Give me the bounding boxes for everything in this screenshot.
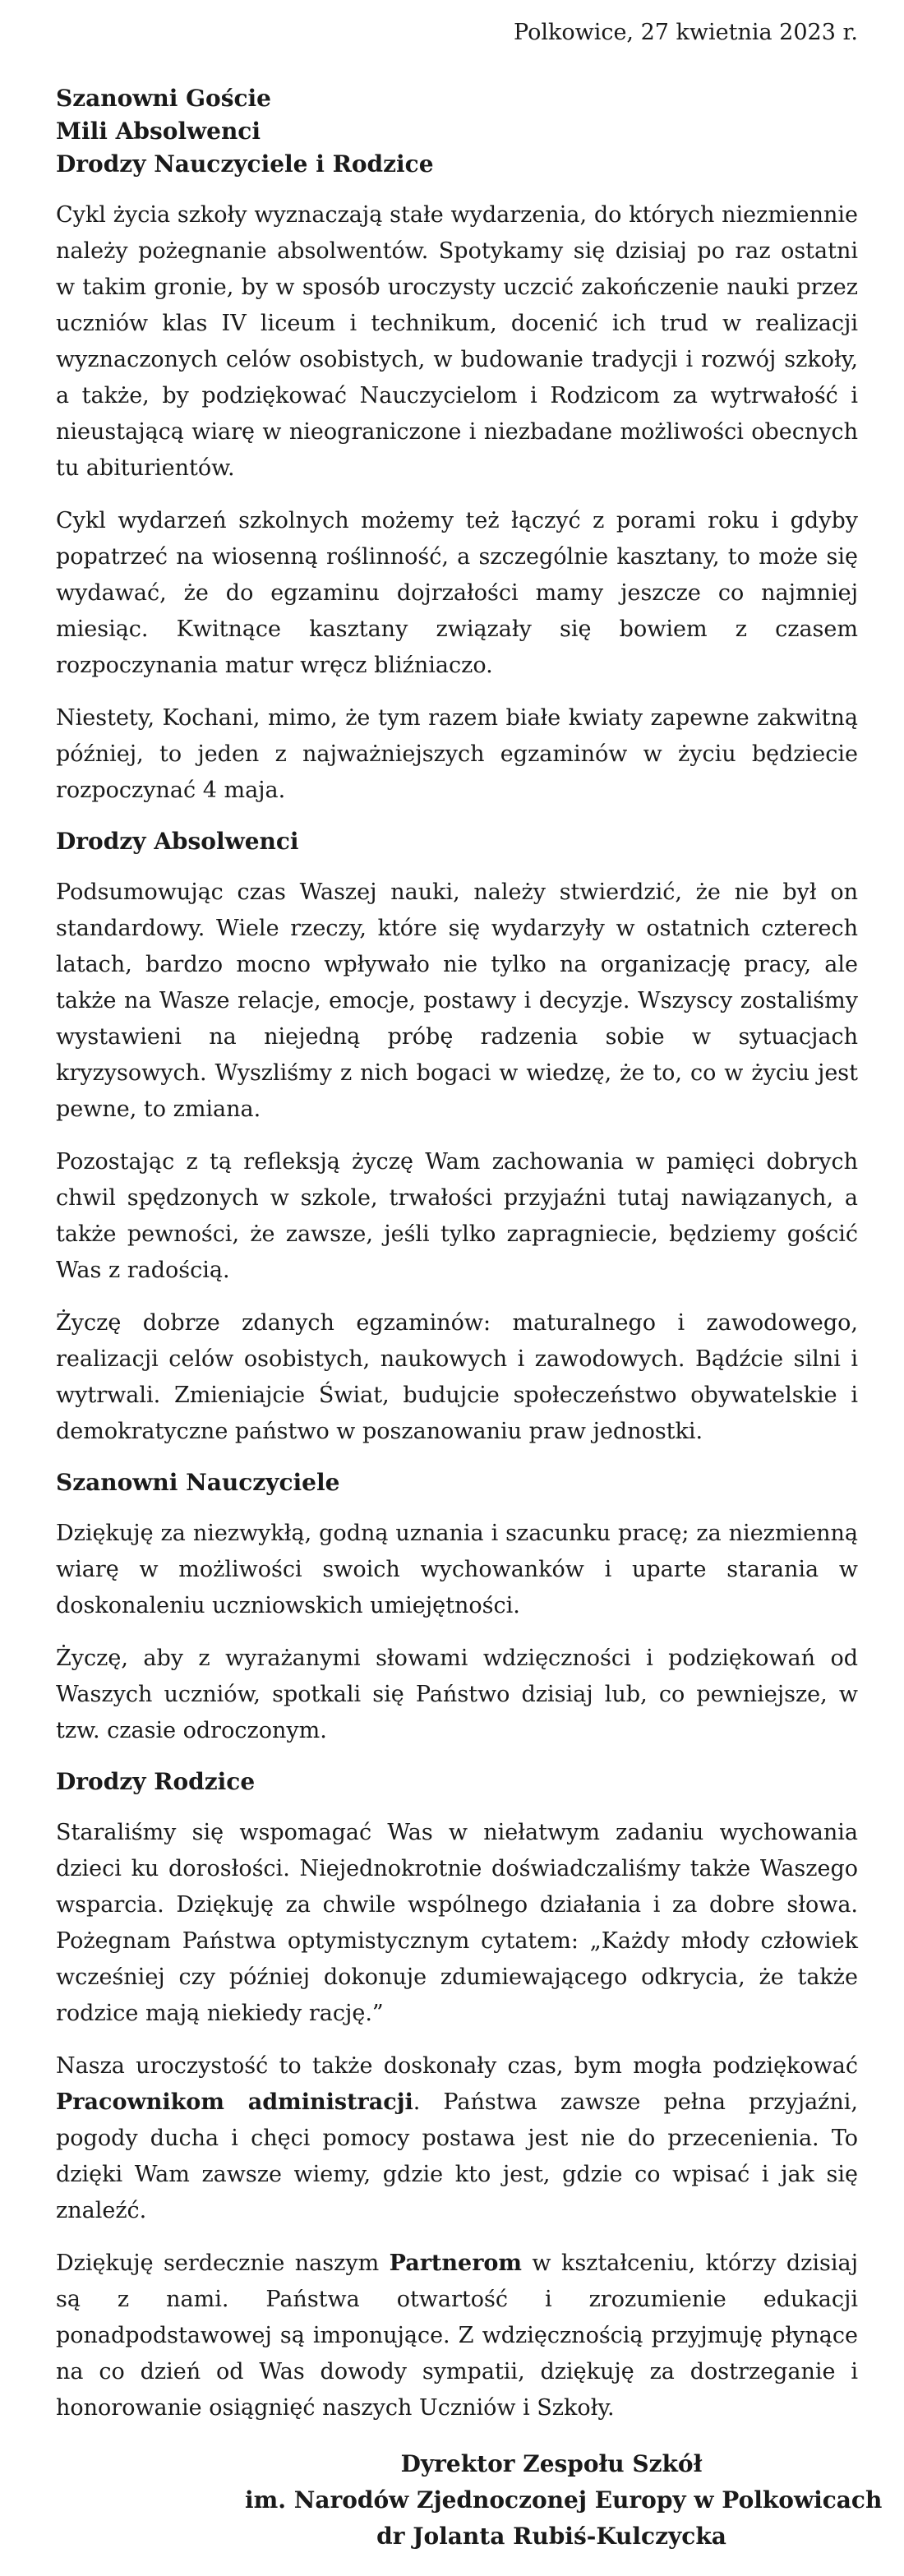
intro-paragraph-1: Cykl życia szkoły wyznaczają stałe wydarzenia, do których niezmiennie należy pożegnanie absolwentów. Spotykamy się dzisiaj po raz ostatni w takim gronie, by w sposób uroczysty uczcić zakończenie nauki przez uczniów klas IV liceum i technikum, docenić ich trud w realizacji wyznaczonych celów osobistych, w budowanie tradycji i rozwój szkoły, a także, by podziękować Nauczycielom i Rodzicom za wytrwałość i nieustającą wiarę w nieograniczone i niezbadane możliwości obecnych tu abiturientów. bbox=[56, 202, 858, 481]
graduates-paragraph-3: Życzę dobrze zdanych egzaminów: maturalnego i zawodowego, realizacji celów osobistych, naukowych i zawodowych. Bądźcie silni i wytrwali. Zmieniajcie Świat, budujcie społeczeństwo obywatelskie i demokratyczne państwo w poszanowaniu praw jednostki. bbox=[56, 1310, 858, 1444]
partners-text-before: Dziękuję serdecznie naszym bbox=[56, 2251, 390, 2276]
salutation-line-guests: Szanowni Goście bbox=[56, 85, 271, 112]
intro-paragraph-2: Cykl wydarzeń szkolnych możemy też łączyć z porami roku i gdyby popatrzeć na wiosenną roślinność, a szczególnie kasztany, to może się wydawać, że do egzaminu dojrzałości mamy jeszcze co najmniej miesiąc. Kwitnące kasztany związały się bowiem z czasem rozpoczynania matur wręcz bliźniaczo. bbox=[56, 508, 858, 678]
salutation-line-teachers-parents: Drodzy Nauczyciele i Rodzice bbox=[56, 150, 434, 178]
administration-text-before: Nasza uroczystość to także doskonały czas, bym mogła podziękować bbox=[56, 2053, 858, 2079]
salutation-line-graduates: Mili Absolwenci bbox=[56, 118, 261, 145]
signature-block bbox=[56, 2446, 883, 2555]
partners-emphasis: Partnerom bbox=[389, 2251, 523, 2276]
parents-paragraph-1: Staraliśmy się wspomagać Was w niełatwym zadaniu wychowania dzieci ku dorosłości. Niejednokrotnie doświadczaliśmy także Waszego wsparcia. Dziękuję za chwile wspólnego działania i za dobre słowa. Pożegnam Państwa optymistycznym cytatem: „Każdy młody człowiek wcześniej czy później dokonuje zdumiewającego odkrycia, że także rodzice mają niekiedy rację.” bbox=[56, 1820, 858, 2026]
partners-text-after: w kształceniu, którzy dzisiaj są z nami. Państwa otwartość i zrozumienie edukacji ponadpodstawowej są imponujące. Z wdzięcznością przyjmuję płynące na co dzień od Was dowody sympatii, dziękuję za dostrzeganie i honorowanie osiągnięć naszych Uczniów i Szkoły. bbox=[56, 2251, 858, 2421]
administration-emphasis: Pracownikom administracji bbox=[56, 2089, 413, 2115]
administration-text-after: . Państwa zawsze pełna przyjaźni, pogody ducha i chęci pomocy postawa jest nie do przecenienia. To dzięki Wam zawsze wiemy, gdzie kto jest, gdzie co wpisać i jak się znaleźć. bbox=[56, 2089, 859, 2223]
salutation bbox=[56, 82, 858, 181]
signature-school-name: im. Narodów Zjednoczonej Europy w Polkowicach bbox=[245, 2486, 883, 2514]
signature-director-name: dr Jolanta Rubiś-Kulczycka bbox=[376, 2523, 726, 2550]
graduates-heading: Drodzy Absolwenci bbox=[56, 828, 299, 855]
teachers-paragraph-1: Dziękuję za niezwykłą, godną uznania i szacunku pracę; za niezmienną wiarę w możliwości swoich wychowanków i uparte starania w doskonaleniu uczniowskich umiejętności. bbox=[56, 1521, 858, 1618]
graduates-paragraph-1: Podsumowując czas Waszej nauki, należy stwierdzić, że nie był on standardowy. Wiele rzeczy, które się wydarzyły w ostatnich czterech latach, bardzo mocno wpływało nie tylko na organizację pracy, ale także na Wasze relacje, emocje, postawy i decyzje. Wszyscy zostaliśmy wystawieni na niejedną próbę radzenia sobie w sytuacjach kryzysowych. Wyszliśmy z nich bogaci w wiedzę, że to, co w życiu jest pewne, to zmiana. bbox=[56, 879, 858, 1122]
partners-thanks-paragraph bbox=[56, 2246, 858, 2426]
teachers-heading: Szanowni Nauczyciele bbox=[56, 1469, 340, 1496]
parents-heading: Drodzy Rodzice bbox=[56, 1768, 256, 1795]
letter-date: Polkowice, 27 kwietnia 2023 r. bbox=[514, 20, 858, 45]
intro-paragraph-3: Niestety, Kochani, mimo, że tym razem białe kwiaty zapewne zakwitną później, to jeden z najważniejszych egzaminów w życiu będziecie rozpoczynać 4 maja. bbox=[56, 705, 858, 803]
teachers-paragraph-2: Życzę, aby z wyrażanymi słowami wdzięczności i podziękowań od Waszych uczniów, spotkali się Państwo dzisiaj lub, co pewniejsze, w tzw. czasie odroczonym. bbox=[56, 1646, 858, 1743]
signature-title: Dyrektor Zespołu Szkół bbox=[400, 2450, 703, 2477]
administration-thanks-paragraph bbox=[56, 2048, 858, 2229]
graduates-paragraph-2: Pozostając z tą refleksją życzę Wam zachowania w pamięci dobrych chwil spędzonych w szkole, trwałości przyjaźni tutaj nawiązanych, a także pewności, że zawsze, jeśli tylko zapragniecie, będziemy gościć Was z radością. bbox=[56, 1149, 858, 1283]
